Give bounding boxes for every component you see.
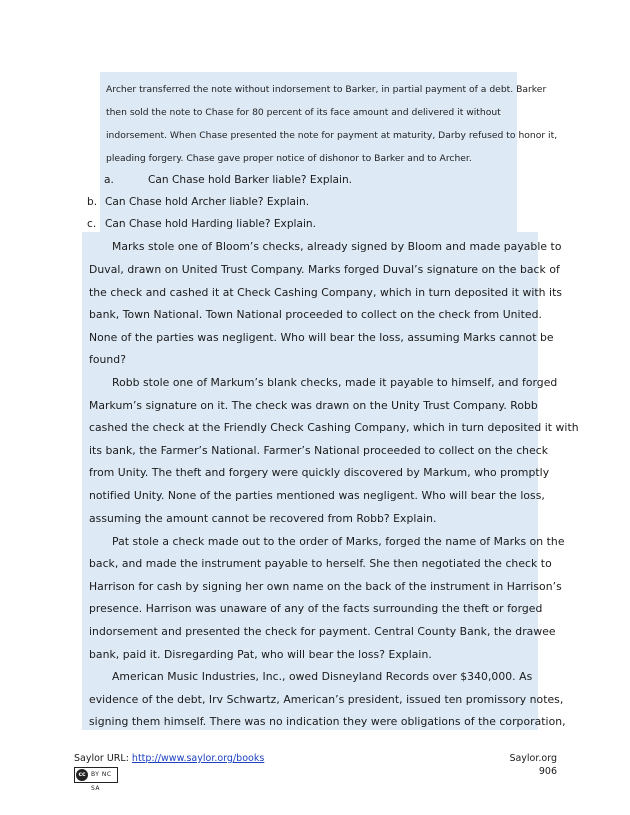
intro-line: pleading forgery. Chase gave proper notice of dishonor to Barker and to Archer. [106, 153, 472, 164]
paragraph-line: American Music Industries, Inc., owed Disneyland Records over $340,000. As [112, 670, 533, 683]
paragraph-line: indorsement and presented the check for payment. Central County Bank, the drawee [89, 625, 556, 638]
paragraph-line: back, and made the instrument payable to herself. She then negotiated the check to [89, 557, 552, 570]
page-number: 906 [538, 766, 557, 777]
paragraph-line: found? [89, 353, 126, 366]
paragraph-line: presence. Harrison was unaware of any of the facts surrounding the theft or forged [89, 602, 543, 615]
paragraph-line: evidence of the debt, Irv Schwartz, American’s president, issued ten promissory notes, [89, 693, 564, 706]
paragraph-line: assuming the amount cannot be recovered from Robb? Explain. [89, 512, 437, 525]
paragraph-line: Harrison for cash by signing her own name on the back of the instrument in Harrison’s [89, 580, 562, 593]
paragraph-line: bank, Town National. Town National proceeded to collect on the check from United. [89, 308, 542, 321]
paragraph-line: notified Unity. None of the parties mentioned was negligent. Who will bear the loss, [89, 489, 545, 502]
footer-url-label: Saylor URL: [74, 753, 132, 764]
paragraph-line: cashed the check at the Friendly Check Cashing Company, which in turn deposited it with [89, 421, 579, 434]
cc-license-text: BY NC SA [91, 771, 112, 792]
paragraph-line: from Unity. The theft and forgery were quickly discovered by Markum, who promptly [89, 466, 550, 479]
paragraph-line: its bank, the Farmer’s National. Farmer’s National proceeded to collect on the check [89, 444, 549, 457]
footer-url-link[interactable]: http://www.saylor.org/books [131, 753, 265, 764]
footer-source [74, 753, 264, 764]
list-text: Can Chase hold Archer liable? Explain. [105, 196, 310, 208]
paragraph-line: None of the parties was negligent. Who will bear the loss, assuming Marks cannot be [89, 331, 554, 344]
paragraph-line: Markum’s signature on it. The check was drawn on the Unity Trust Company. Robb [89, 399, 538, 412]
footer-site: Saylor.org [509, 753, 557, 764]
paragraph-line: Marks stole one of Bloom’s checks, already signed by Bloom and made payable to [112, 240, 562, 253]
paragraph-line: Robb stole one of Markum’s blank checks, made it payable to himself, and forged [112, 376, 558, 389]
cc-badge: cc [76, 769, 88, 781]
list-marker: a. [104, 174, 114, 186]
cc-license-icon [74, 767, 118, 792]
intro-line: then sold the note to Chase for 80 percent of its face amount and delivered it without [106, 107, 501, 118]
paragraph-line: Pat stole a check made out to the order of Marks, forged the name of Marks on the [112, 535, 565, 548]
list-marker: b. [87, 196, 98, 208]
intro-line: Archer transferred the note without indorsement to Barker, in partial payment of a debt. Barker [106, 84, 547, 95]
list-text: Can Chase hold Harding liable? Explain. [105, 218, 317, 230]
paragraph-line: signing them himself. There was no indication they were obligations of the corporation, [89, 715, 566, 728]
paragraph-line: Duval, drawn on United Trust Company. Marks forged Duval’s signature on the back of [89, 263, 560, 276]
paragraph-line: the check and cashed it at Check Cashing Company, which in turn deposited it with its [89, 286, 563, 299]
list-marker: c. [87, 218, 97, 230]
paragraph-line: bank, paid it. Disregarding Pat, who will bear the loss? Explain. [89, 648, 432, 661]
intro-line: indorsement. When Chase presented the note for payment at maturity, Darby refused to honor it, [106, 130, 558, 141]
list-text: Can Chase hold Barker liable? Explain. [148, 174, 353, 186]
